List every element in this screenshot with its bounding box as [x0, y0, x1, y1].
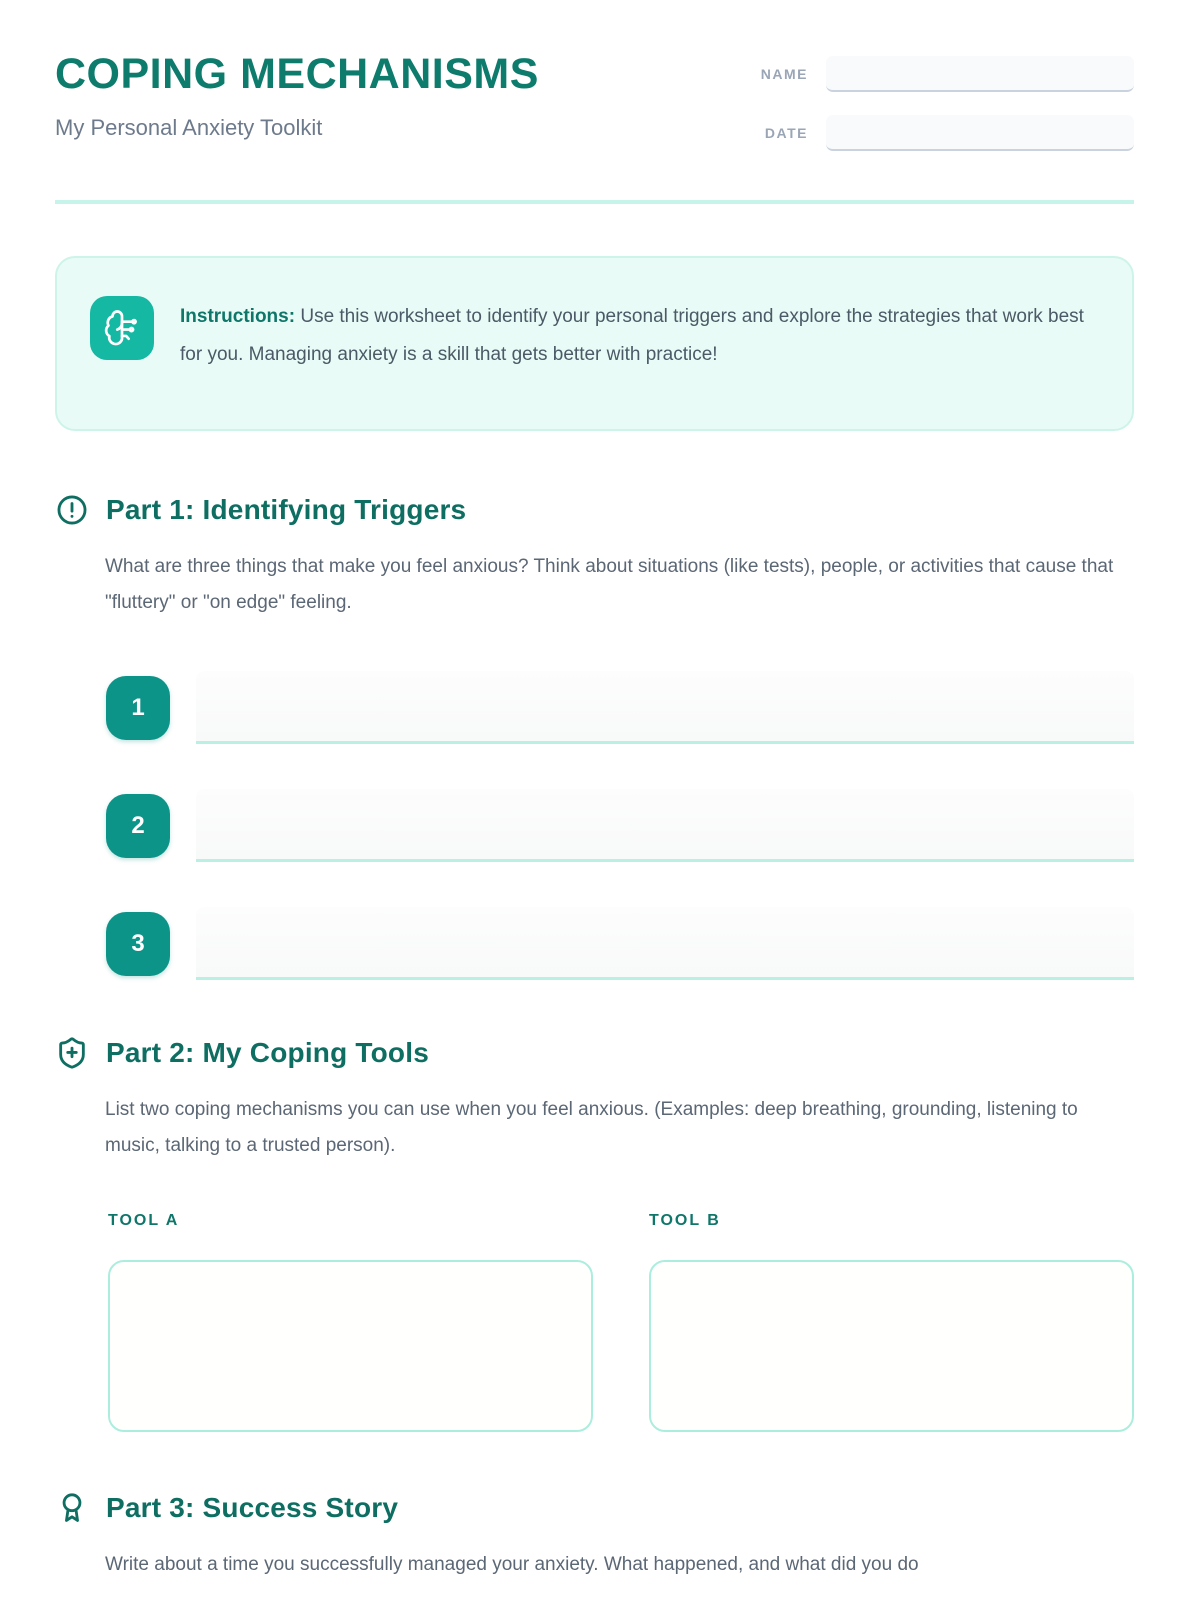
- trigger-row-3: [106, 907, 1134, 980]
- date-input[interactable]: [826, 115, 1134, 151]
- tool-b-label: TOOL B: [649, 1212, 721, 1229]
- part3-title: Part 3: Success Story: [106, 1492, 399, 1523]
- part1-title: Part 1: Identifying Triggers: [106, 494, 467, 525]
- instructions-label: Instructions:: [180, 306, 296, 327]
- header-fields: [736, 50, 1134, 174]
- part2-title: Part 2: My Coping Tools: [106, 1037, 429, 1068]
- trigger-list: [106, 671, 1134, 980]
- trigger-number-badge: 2: [106, 794, 170, 858]
- name-field-row: [736, 56, 1134, 92]
- tool-a-textarea[interactable]: [108, 1260, 593, 1432]
- trigger-input-1[interactable]: [196, 671, 1134, 744]
- tool-b-column: [649, 1212, 1134, 1437]
- trigger-input-2[interactable]: [196, 789, 1134, 862]
- alert-circle-icon: [55, 493, 89, 527]
- trigger-number-badge: 1: [106, 676, 170, 740]
- trigger-number-badge: 3: [106, 912, 170, 976]
- part1-description: What are three things that make you feel anxious? Think about situations (like tests), people, or activities that cause that "fluttery" or "on edge" feeling.: [105, 556, 1114, 613]
- header-titles: [55, 50, 539, 141]
- section-part1: [55, 493, 1134, 980]
- part1-header: [55, 493, 1134, 527]
- name-input[interactable]: [826, 56, 1134, 92]
- tool-a-label: TOOL A: [108, 1212, 180, 1229]
- trigger-row-2: [106, 789, 1134, 862]
- tools-grid: [108, 1212, 1134, 1437]
- instructions-callout: [55, 256, 1134, 431]
- name-label: NAME: [760, 66, 808, 82]
- instructions-text: [180, 296, 1085, 374]
- tool-a-column: [108, 1212, 593, 1437]
- date-field-row: [736, 115, 1134, 151]
- page-subtitle: My Personal Anxiety Toolkit: [55, 115, 323, 140]
- trigger-input-3[interactable]: [196, 907, 1134, 980]
- award-icon: [55, 1491, 89, 1525]
- section-part2: [55, 1036, 1134, 1437]
- instructions-body: Use this worksheet to identify your personal triggers and explore the strategies that work best for you. Managing anxiety is a skill that gets better with practice!: [180, 306, 1084, 365]
- section-part3: [55, 1491, 1134, 1583]
- brain-circuit-icon: [90, 296, 154, 360]
- part3-description: Write about a time you successfully managed your anxiety. What happened, and what did you do: [105, 1554, 919, 1575]
- shield-plus-icon: [55, 1036, 89, 1070]
- header-divider: [55, 200, 1134, 204]
- tool-b-textarea[interactable]: [649, 1260, 1134, 1432]
- trigger-row-1: [106, 671, 1134, 744]
- page-title: COPING MECHANISMS: [55, 50, 539, 98]
- header: [55, 50, 1134, 174]
- date-label: DATE: [764, 125, 808, 141]
- part2-header: [55, 1036, 1134, 1070]
- part2-description: List two coping mechanisms you can use when you feel anxious. (Examples: deep breathing, grounding, listening to music, talking to a trusted person).: [105, 1099, 1078, 1156]
- part3-header: [55, 1491, 1134, 1525]
